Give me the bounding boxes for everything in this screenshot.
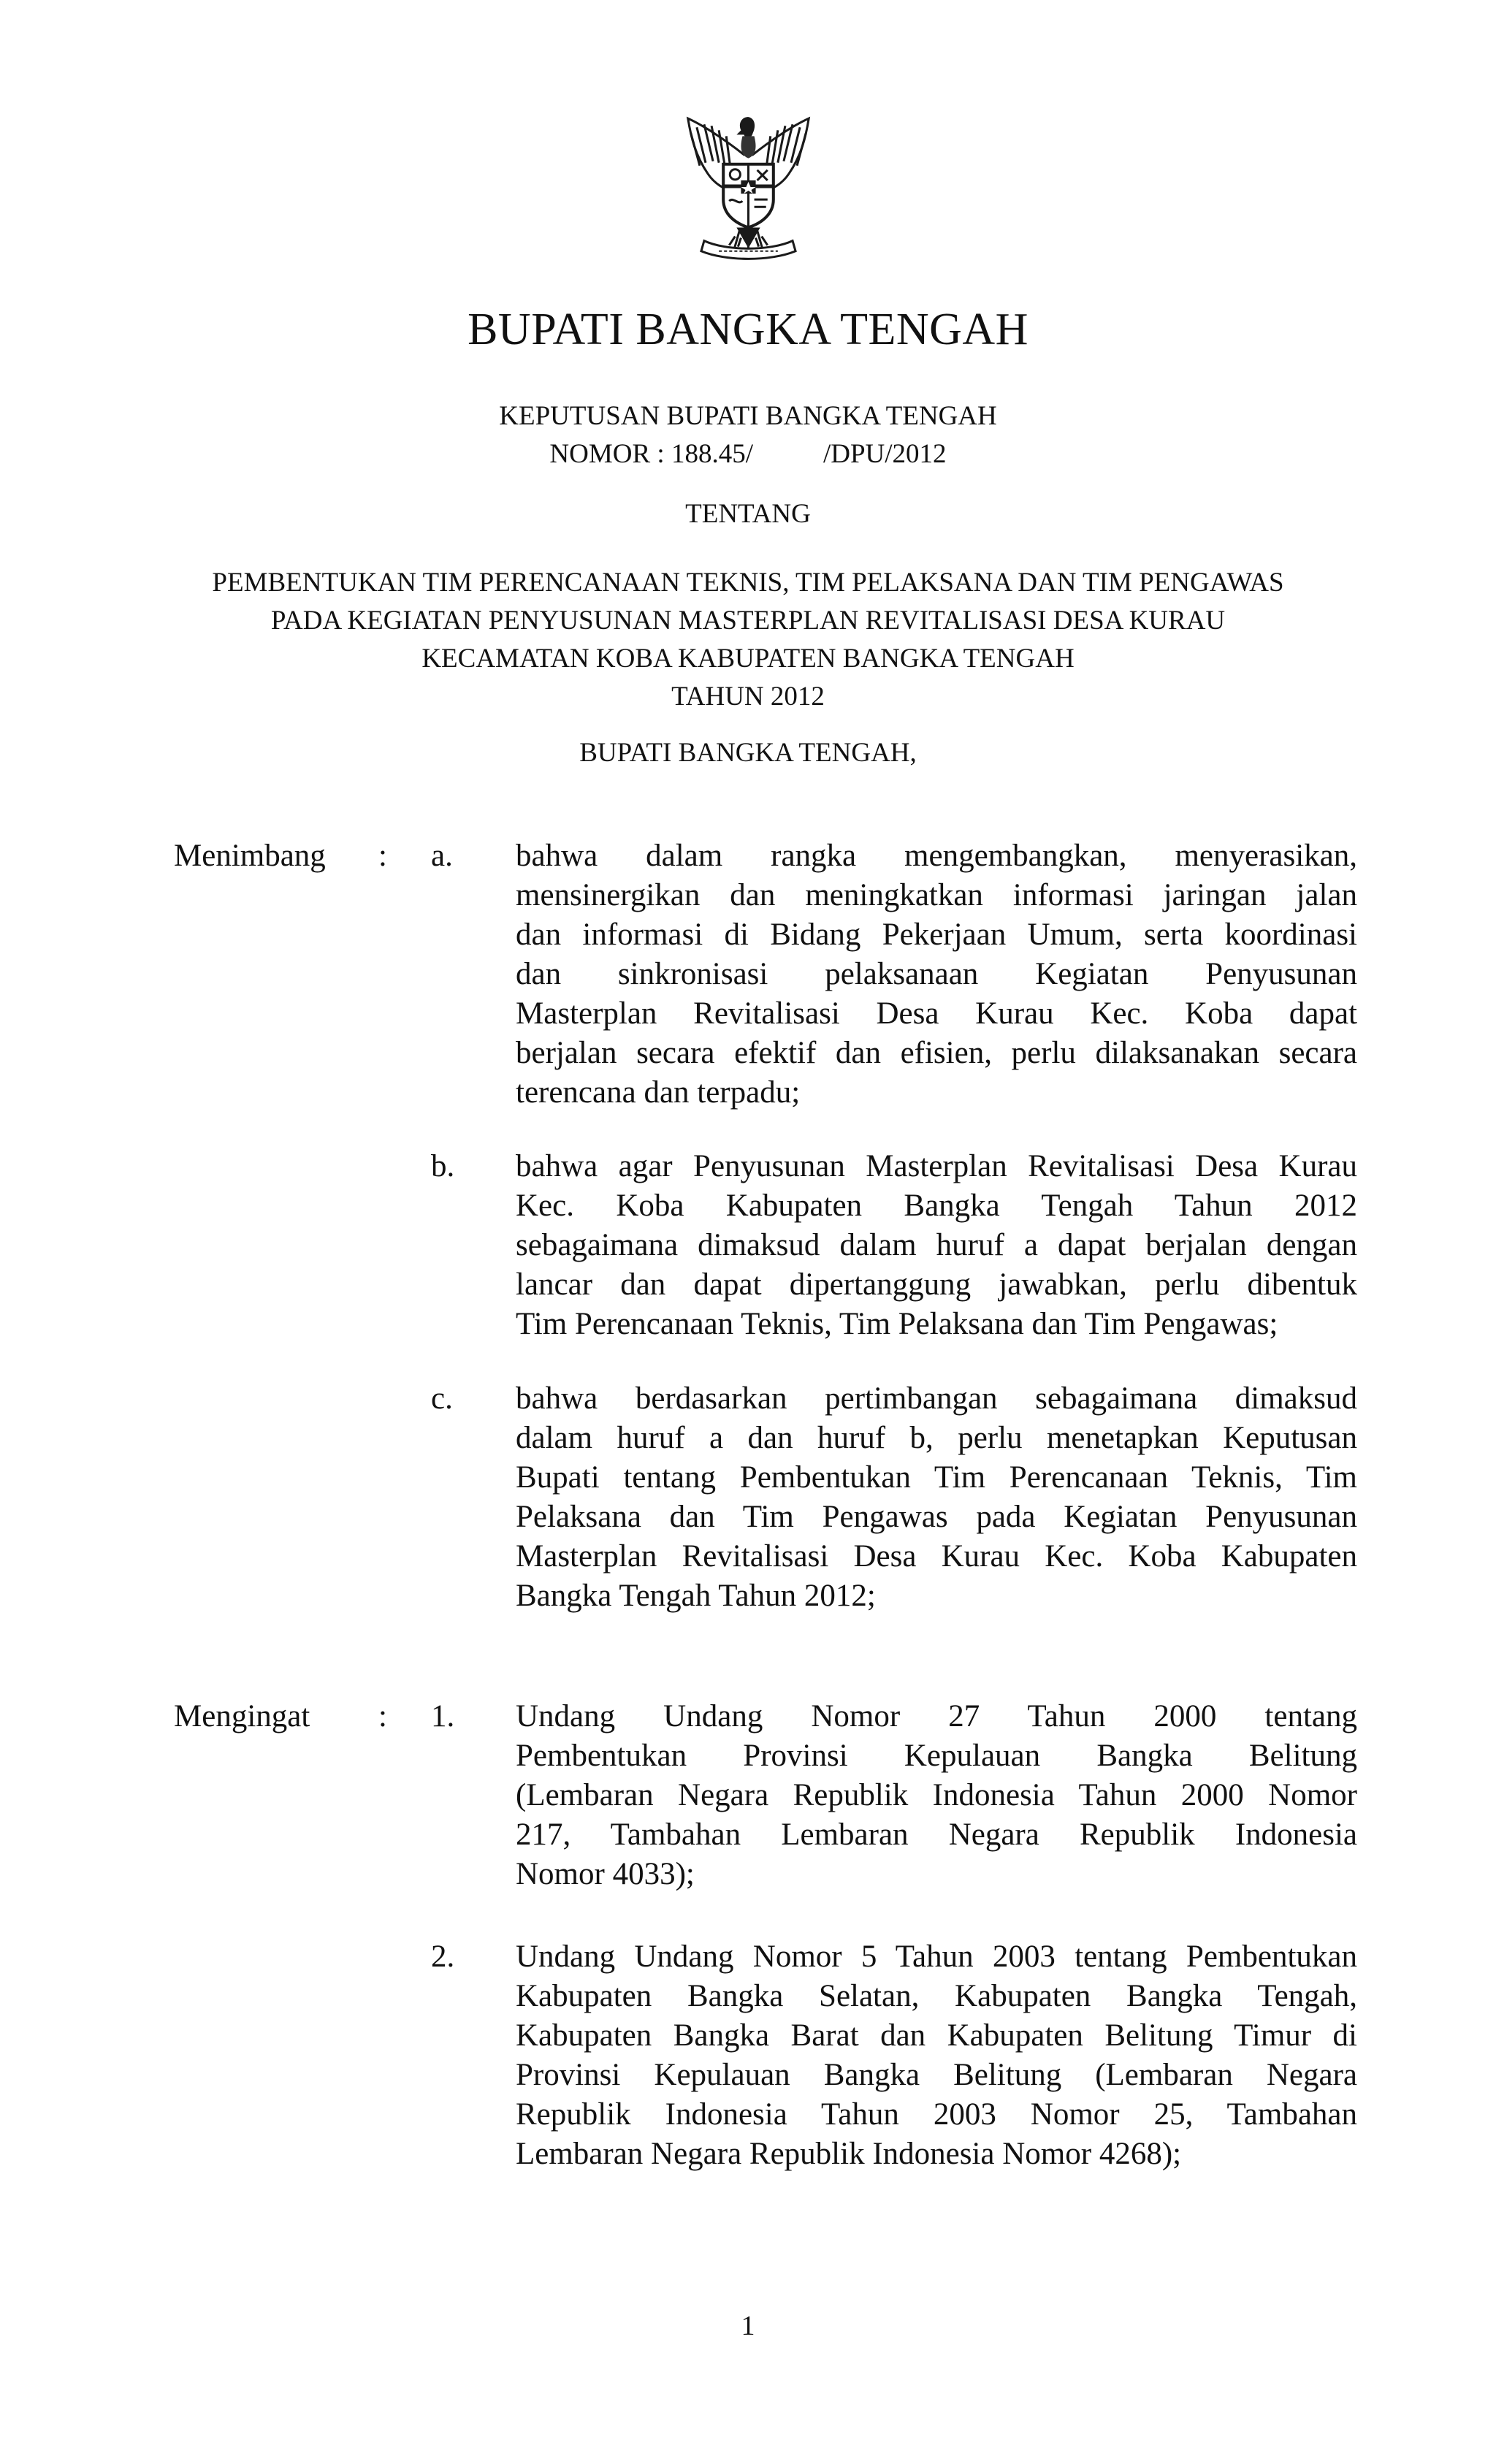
garuda-pancasila-emblem-icon	[673, 104, 823, 273]
menimbang-marker-a: a.	[431, 839, 453, 873]
menimbang-item-a: bahwa dalam rangka mengembangkan, menyerasikan, mensinergikan dan meningkatkan informasi jaringan jalan dan informasi di Bidang Pekerjaan Umum, serta koordinasi dan sinkronisasi pelaksanaan Kegiatan Penyusunan Masterplan Revitalisasi Desa Kurau Kec. Koba dapat berjalan secara efektif dan efisien, perlu dilaksanakan secara terencana dan terpadu;	[516, 839, 1357, 1110]
mengingat-item-1: Undang Undang Nomor 27 Tahun 2000 tentang Pembentukan Provinsi Kepulauan Bangka Belitung (Lembaran Negara Republik Indonesia Tahun 2000 Nomor 217, Tambahan Lembaran Negara Republik Indonesia Nomor 4033);	[516, 1699, 1357, 1891]
subject-line: PEMBENTUKAN TIM PERENCANAAN TEKNIS, TIM PELAKSANA DAN TIM PENGAWAS	[212, 568, 1284, 598]
menimbang-item-b: bahwa agar Penyusunan Masterplan Revitalisasi Desa Kurau Kec. Koba Kabupaten Bangka Tengah Tahun 2012 sebagaimana dimaksud dalam huruf a dapat berjalan dengan lancar dan dapat dipertanggung jawabkan, perlu dibentuk Tim Perencanaan Teknis, Tim Pelaksana dan Tim Pengawas;	[516, 1149, 1357, 1341]
menimbang-marker-c: c.	[431, 1381, 453, 1416]
menimbang-label: Menimbang	[174, 839, 326, 873]
subject-line: KECAMATAN KOBA KABUPATEN BANGKA TENGAH	[421, 644, 1075, 674]
tentang-label: TENTANG	[685, 499, 811, 529]
decree-title: KEPUTUSAN BUPATI BANGKA TENGAH	[499, 401, 997, 431]
decree-number: NOMOR : 188.45/ /DPU/2012	[549, 439, 947, 469]
subject-line: TAHUN 2012	[671, 682, 825, 712]
decree-subject	[0, 564, 1496, 716]
subject-line: PADA KEGIATAN PENYUSUNAN MASTERPLAN REVITALISASI DESA KURAU	[270, 606, 1226, 636]
menimbang-colon: :	[378, 839, 387, 873]
official-heading: BUPATI BANGKA TENGAH,	[579, 738, 917, 768]
mengingat-item-2: Undang Undang Nomor 5 Tahun 2003 tentang Pembentukan Kabupaten Bangka Selatan, Kabupaten Bangka Tengah, Kabupaten Bangka Barat dan Kabupaten Belitung Timur di Provinsi Kepulauan Bangka Belitung (Lembaran Negara Republik Indonesia Tahun 2003 Nomor 25, Tambahan Lembaran Negara Republik Indonesia Nomor 4268);	[516, 1939, 1357, 2171]
mengingat-marker-1: 1.	[431, 1699, 455, 1733]
mengingat-colon: :	[378, 1699, 387, 1733]
mengingat-label: Mengingat	[174, 1699, 310, 1733]
document-title: BUPATI BANGKA TENGAH	[468, 305, 1028, 354]
menimbang-item-c: bahwa berdasarkan pertimbangan sebagaimana dimaksud dalam huruf a dan huruf b, perlu menetapkan Keputusan Bupati tentang Pembentukan Tim Perencanaan Teknis, Tim Pelaksana dan Tim Pengawas pada Kegiatan Penyusunan Masterplan Revitalisasi Desa Kurau Kec. Koba Kabupaten Bangka Tengah Tahun 2012;	[516, 1381, 1357, 1613]
decree-heading	[0, 397, 1496, 473]
menimbang-marker-b: b.	[431, 1149, 455, 1183]
page-number: 1	[741, 2311, 755, 2341]
mengingat-marker-2: 2.	[431, 1939, 455, 1974]
